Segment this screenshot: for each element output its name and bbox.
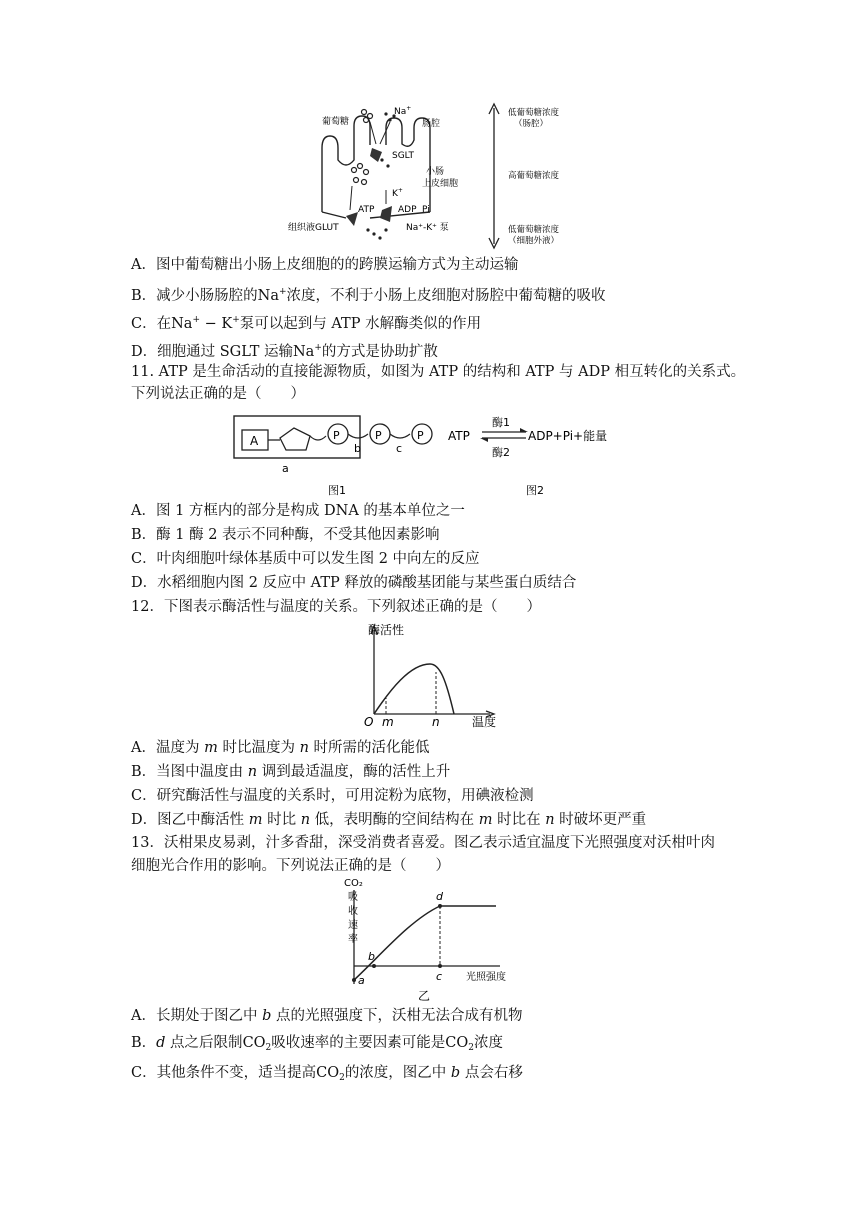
q11-stem-2: 下列说法正确的是（ ） bbox=[131, 386, 305, 402]
atp-structure-figure bbox=[230, 410, 630, 500]
label-cell-2: 上皮细胞 bbox=[422, 179, 459, 189]
equation-atp: ATP bbox=[448, 429, 470, 443]
label-pi: Pi bbox=[422, 205, 430, 215]
q10-option-d: D．细胞通过 SGLT 运输Na+的方式是协助扩散 bbox=[131, 343, 438, 360]
phosphate-1-label: P bbox=[333, 429, 340, 442]
q11-option-b: B．酶 1 酶 2 表示不同种酶，不受其他因素影响 bbox=[131, 527, 440, 543]
q13-option-b: B．d 点之后限制$CO_2$吸收速率的主要因素可能是$CO_2$浓度 bbox=[131, 1035, 503, 1053]
y-label-2: 收 bbox=[348, 906, 358, 917]
label-low-ext: 低葡萄糖浓度 bbox=[508, 225, 560, 235]
caption-fig2: 图2 bbox=[526, 484, 544, 497]
point-c: c bbox=[436, 970, 443, 983]
y-axis-label: 酶活性 bbox=[368, 623, 405, 637]
label-pump: Na⁺-K⁺ 泵 bbox=[406, 223, 449, 233]
label-low-lumen-2: （肠腔） bbox=[514, 119, 549, 129]
label-b: b bbox=[354, 442, 361, 455]
y-label-3: 速 bbox=[348, 920, 358, 931]
label-glucose: 葡萄糖 bbox=[322, 117, 350, 127]
x-axis-label: 温度 bbox=[472, 715, 497, 729]
enzyme-1: 酶1 bbox=[492, 416, 510, 429]
glucose-transport-figure bbox=[282, 100, 582, 250]
q13-option-c: C．其他条件不变，适当提高$CO_2$的浓度，图乙中 b 点会右移 bbox=[131, 1065, 523, 1083]
adenine-label: A bbox=[250, 434, 259, 448]
label-low-lumen: 低葡萄糖浓度 bbox=[508, 108, 560, 118]
y-label-4: 率 bbox=[348, 934, 358, 945]
q13-stem-2: 细胞光合作用的影响。下列说法正确的是（ ） bbox=[131, 858, 450, 874]
equation-adp: ADP+Pi+能量 bbox=[528, 429, 608, 443]
enzyme-activity-chart bbox=[360, 620, 510, 730]
q12-option-c: C．研究酶活性与温度的关系时，可用淀粉为底物，用碘液检测 bbox=[131, 788, 534, 804]
label-atp: ATP bbox=[358, 205, 375, 215]
q11-option-a: A．图 1 方框内的部分是构成 DNA 的基本单位之一 bbox=[131, 503, 465, 519]
y-label-1: 吸 bbox=[348, 892, 358, 903]
phosphate-3-label: P bbox=[417, 429, 424, 442]
label-adp: ADP bbox=[398, 205, 417, 215]
label-low-ext-2: （细胞外液） bbox=[508, 236, 560, 246]
q12-option-b: B．当图中温度由 n 调到最适温度，酶的活性上升 bbox=[131, 764, 451, 780]
q13-option-a: A．长期处于图乙中 b 点的光照强度下，沃柑无法合成有机物 bbox=[131, 1008, 523, 1024]
label-k: K+ bbox=[392, 187, 403, 199]
label-na: Na+ bbox=[394, 105, 412, 117]
q12-option-d: D．图乙中酶活性 m 时比 n 低，表明酶的空间结构在 m 时比在 n 时破坏更严重 bbox=[131, 812, 647, 828]
point-d: d bbox=[436, 890, 443, 903]
absorption-curve bbox=[354, 906, 496, 980]
x-axis-label: 光照强度 bbox=[466, 972, 506, 983]
q11-stem-1: 11. ATP 是生命活动的直接能源物质，如图为 ATP 的结构和 ATP 与 ADP 相互转化的关系式。 bbox=[131, 364, 746, 380]
origin-label: O bbox=[364, 715, 374, 729]
enzyme-2: 酶2 bbox=[492, 446, 510, 459]
q10-option-a: A．图中葡萄糖出小肠上皮细胞的的跨膜运输方式为主动运输 bbox=[131, 257, 519, 273]
label-a: a bbox=[282, 462, 289, 475]
q12-stem: 12．下图表示酶活性与温度的关系。下列叙述正确的是（ ） bbox=[131, 599, 541, 615]
tick-n: n bbox=[432, 715, 440, 729]
q10-option-b: B．减少小肠肠腔的Na+浓度，不利于小肠上皮细胞对肠腔中葡萄糖的吸收 bbox=[131, 287, 606, 304]
q13-stem-1: 13．沃柑果皮易剥，汁多香甜，深受消费者喜爱。图乙表示适宜温度下光照强度对沃柑叶肉 bbox=[131, 835, 715, 851]
label-lumen: 肠腔 bbox=[422, 119, 441, 129]
q10-option-c: C．在Na+ − K+泵可以起到与 ATP 水解酶类似的作用 bbox=[131, 315, 482, 332]
label-glut: 组织液GLUT bbox=[288, 223, 339, 233]
point-a: a bbox=[358, 974, 365, 987]
point-b: b bbox=[368, 950, 375, 963]
label-cell-1: 小肠 bbox=[426, 167, 445, 177]
label-sglt: SGLT bbox=[392, 151, 414, 161]
photosynthesis-chart bbox=[340, 876, 530, 1006]
phosphate-2-label: P bbox=[375, 429, 382, 442]
caption-fig1: 图1 bbox=[328, 484, 346, 497]
y-label-co2: CO₂ bbox=[344, 878, 363, 889]
label-c: c bbox=[396, 442, 403, 455]
label-high: 高葡萄糖浓度 bbox=[508, 171, 560, 181]
caption-yi: 乙 bbox=[418, 989, 431, 1003]
tick-m: m bbox=[382, 715, 394, 729]
q12-option-a: A．温度为 m 时比温度为 n 时所需的活化能低 bbox=[131, 740, 430, 756]
q11-option-d: D．水稻细胞内图 2 反应中 ATP 释放的磷酸基团能与某些蛋白质结合 bbox=[131, 575, 577, 591]
q11-option-c: C．叶肉细胞叶绿体基质中可以发生图 2 中向左的反应 bbox=[131, 551, 480, 567]
ribose-pentagon bbox=[280, 428, 310, 450]
